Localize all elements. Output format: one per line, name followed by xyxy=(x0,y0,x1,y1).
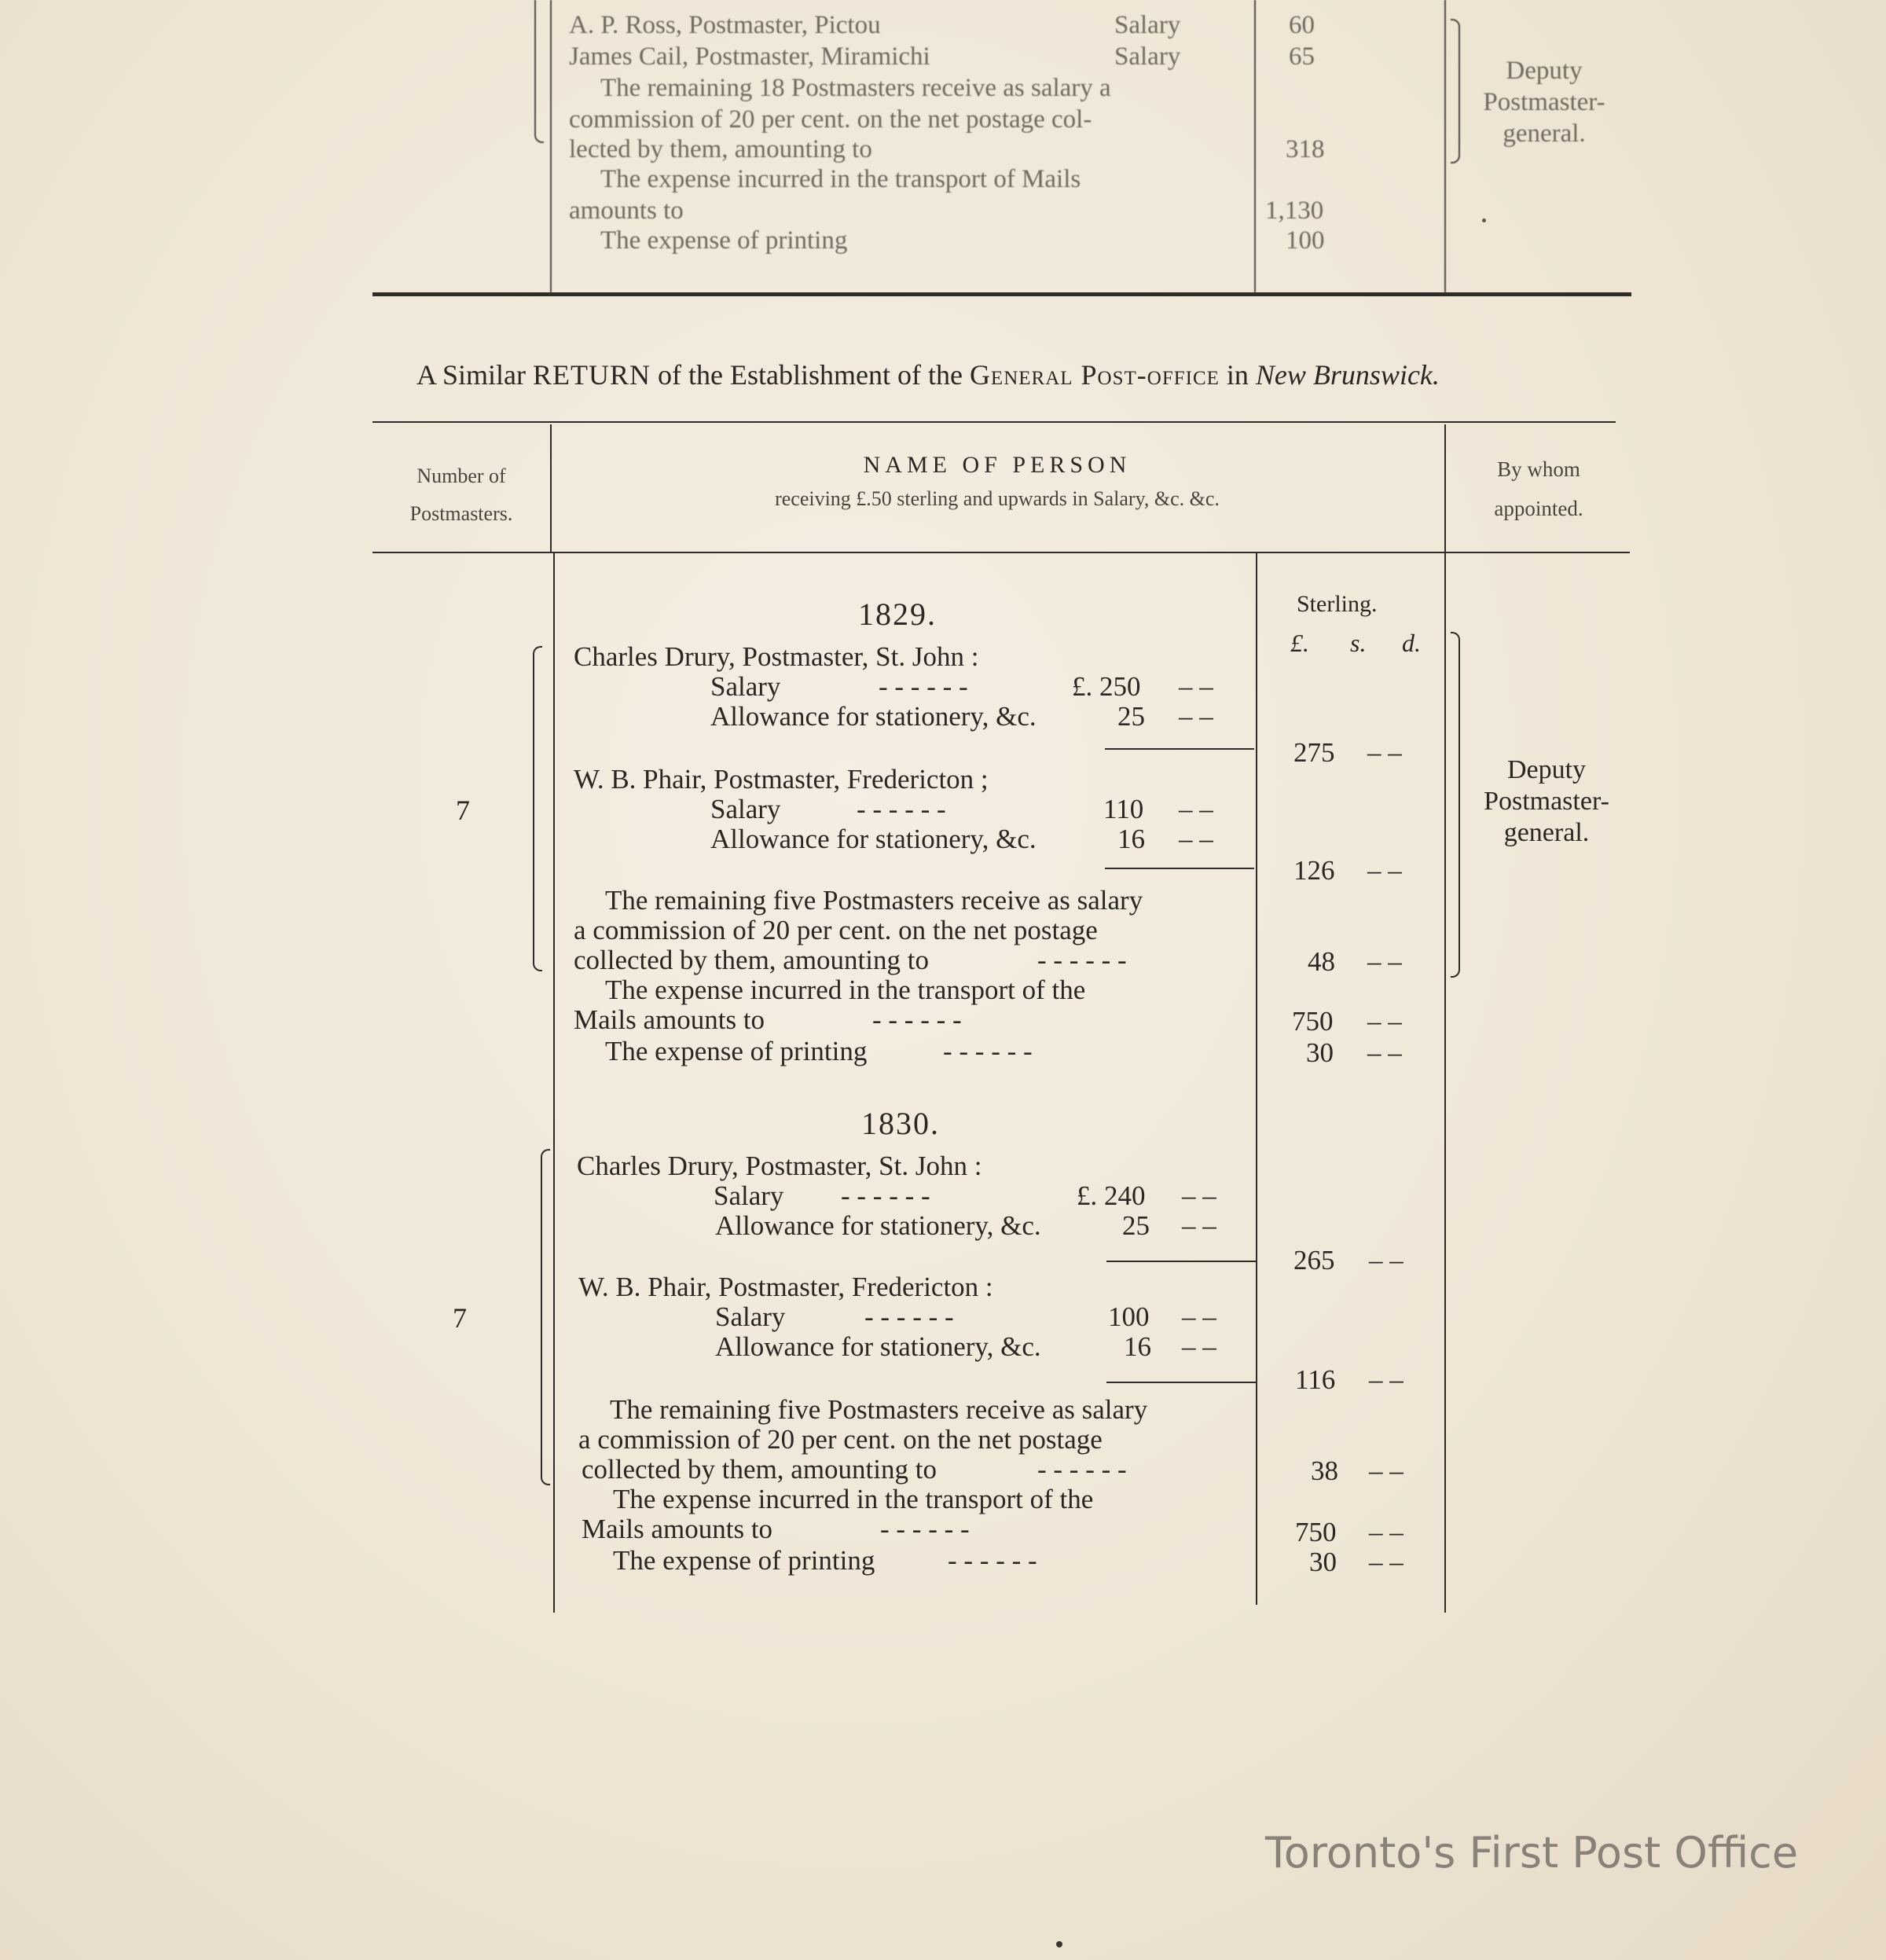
drury-salary-value-1830: £. 240 xyxy=(1077,1180,1146,1211)
appointed-line1-1829: Deputy xyxy=(1506,755,1587,784)
printing-amount-1830: 30 xyxy=(1309,1547,1337,1577)
remaining-amount-1829: 48 xyxy=(1308,946,1335,977)
transport-leader-1829: - - - - - - xyxy=(872,1004,962,1035)
pence-header: d. xyxy=(1402,629,1421,657)
phair-salary-dashes-1829: – – xyxy=(1179,794,1213,824)
transport-line1-1830: The expense incurred in the transport of the xyxy=(613,1484,1094,1514)
year-heading-1830: 1830. xyxy=(861,1106,940,1141)
drury-sum-rule-1829 xyxy=(1105,748,1254,750)
phair-sum-rule-1829 xyxy=(1105,868,1254,869)
drury-total-dashes-1829: – – xyxy=(1367,737,1402,768)
phair-salary-label-1829: Salary xyxy=(710,794,781,824)
drury-allowance-label-1829: Allowance for stationery, &c. xyxy=(710,701,1037,732)
top-transport-amount: 1,130 xyxy=(1265,196,1324,225)
top-right-brace xyxy=(1451,19,1460,163)
drury-allowance-dashes-1830: – – xyxy=(1182,1210,1216,1241)
appointed-by-1829 xyxy=(1468,754,1625,849)
phair-allowance-value-1830: 16 xyxy=(1124,1331,1151,1362)
postmaster-count-1829: 7 xyxy=(456,795,470,826)
drury-name-1830: Charles Drury, Postmaster, St. John : xyxy=(577,1151,982,1181)
remaining-line2-1830: a commission of 20 per cent. on the net postage xyxy=(578,1424,1103,1455)
left-brace-1829 xyxy=(533,646,542,971)
transport-dashes-1829: – – xyxy=(1367,1006,1402,1037)
remaining-line1-1829: The remaining five Postmasters receive as salary xyxy=(605,885,1143,916)
drury-sum-rule-1830 xyxy=(1106,1261,1256,1262)
top-transport-line1: The expense incurred in the transport of Mails xyxy=(600,165,1081,193)
return-title xyxy=(416,358,1440,391)
drury-allowance-dashes-1829: – – xyxy=(1179,701,1213,732)
phair-total-1829: 126 xyxy=(1293,855,1335,886)
appointed-line3-1829: general. xyxy=(1503,818,1590,847)
printing-dashes-1829: – – xyxy=(1367,1037,1402,1068)
appointed-line2-1829: Postmaster- xyxy=(1484,787,1609,816)
top-remaining-line3: lected by them, amounting to xyxy=(569,135,872,163)
body-left-rule xyxy=(553,553,555,1613)
printing-leader-1830: - - - - - - xyxy=(948,1545,1037,1576)
remaining-line1-1830: The remaining five Postmasters receive as salary xyxy=(610,1394,1148,1425)
byWhom-rule xyxy=(1444,424,1446,1613)
remaining-dashes-1830: – – xyxy=(1369,1455,1403,1486)
top-appointed-line3: general. xyxy=(1503,119,1586,148)
sterling-label: Sterling. xyxy=(1297,591,1378,617)
watermark-text: Toronto's First Post Office xyxy=(1265,1828,1799,1877)
drury-leader-1829: - - - - - - xyxy=(879,671,968,702)
phair-sum-rule-1830 xyxy=(1106,1382,1256,1383)
drury-salary-value-1829: £. 250 xyxy=(1072,671,1141,702)
scan-speck xyxy=(1482,218,1486,222)
phair-total-1830: 116 xyxy=(1295,1364,1336,1395)
top-appointed-line2: Postmaster- xyxy=(1483,88,1605,116)
phair-allowance-dashes-1829: – – xyxy=(1179,824,1213,854)
top-transport-line2: amounts to xyxy=(569,196,684,225)
drury-salary-dashes-1830: – – xyxy=(1182,1180,1216,1211)
remaining-leader-1830: - - - - - - xyxy=(1037,1454,1127,1485)
row-ross xyxy=(569,9,881,41)
top-mid-rule xyxy=(1254,0,1256,292)
phair-name-1829: W. B. Phair, Postmaster, Fredericton ; xyxy=(574,764,989,795)
drury-salary-dashes-1829: – – xyxy=(1179,671,1213,702)
drury-allowance-label-1830: Allowance for stationery, &c. xyxy=(715,1210,1041,1241)
top-remaining-line2: commission of 20 per cent. on the net postage col- xyxy=(569,105,1092,134)
transport-leader-1830: - - - - - - xyxy=(880,1514,970,1544)
section-divider xyxy=(372,292,1631,296)
title-middle: of the Establishment of the xyxy=(658,359,963,391)
title-in: in xyxy=(1226,359,1249,391)
body-amount-rule xyxy=(1256,553,1257,1605)
drury-name-1829: Charles Drury, Postmaster, St. John : xyxy=(574,641,979,672)
drury-salary-label-1830: Salary xyxy=(714,1180,784,1211)
phair-leader-1829: - - - - - - xyxy=(857,794,946,824)
phair-name-1830: W. B. Phair, Postmaster, Fredericton : xyxy=(578,1272,993,1302)
phair-leader-1830: - - - - - - xyxy=(864,1301,954,1332)
ross-name: A. P. Ross, Postmaster, Pictou xyxy=(569,11,881,39)
scan-speck xyxy=(1056,1941,1062,1947)
title-return: RETURN xyxy=(533,359,651,391)
printing-leader-1829: - - - - - - xyxy=(943,1036,1033,1066)
printing-dashes-1830: – – xyxy=(1369,1547,1403,1577)
header-number-line1: Number of xyxy=(416,464,506,487)
top-left-rule xyxy=(550,0,552,292)
phair-allowance-dashes-1830: – – xyxy=(1182,1331,1216,1362)
remaining-line3-1829: collected by them, amounting to xyxy=(574,945,929,975)
transport-line2-1829: Mails amounts to xyxy=(574,1004,765,1035)
remaining-leader-1829: - - - - - - xyxy=(1037,945,1127,975)
top-right-rule xyxy=(1444,0,1446,292)
printing-label-1830: The expense of printing xyxy=(613,1545,875,1576)
phair-salary-value-1830: 100 xyxy=(1108,1301,1150,1332)
top-remaining-line1: The remaining 18 Postmasters receive as salary a xyxy=(600,74,1111,102)
phair-salary-label-1830: Salary xyxy=(715,1301,786,1332)
transport-dashes-1830: – – xyxy=(1369,1517,1403,1547)
drury-total-1829: 275 xyxy=(1293,737,1335,768)
drury-total-dashes-1830: – – xyxy=(1369,1245,1403,1275)
shilling-header: s. xyxy=(1350,629,1367,657)
pound-header: £. xyxy=(1290,629,1309,657)
drury-allowance-value-1829: 25 xyxy=(1117,701,1145,732)
header-bywhom-line1: By whom xyxy=(1497,457,1580,481)
header-by-whom xyxy=(1452,450,1625,528)
printing-amount-1829: 30 xyxy=(1306,1037,1334,1068)
phair-total-dashes-1830: – – xyxy=(1369,1364,1403,1395)
top-remaining-amount: 318 xyxy=(1286,135,1325,163)
title-place: New Brunswick. xyxy=(1255,359,1440,391)
remaining-line3-1830: collected by them, amounting to xyxy=(582,1454,937,1485)
transport-amount-1830: 750 xyxy=(1295,1517,1337,1547)
ross-type: Salary xyxy=(1114,11,1181,39)
phair-salary-value-1829: 110 xyxy=(1103,794,1144,824)
header-name-sub: receiving £.50 sterling and upwards in Salary, &c. &c. xyxy=(775,487,1220,510)
header-name-of-person xyxy=(550,450,1444,517)
cail-type: Salary xyxy=(1114,42,1181,71)
cail-name: James Cail, Postmaster, Miramichi xyxy=(569,42,930,71)
drury-allowance-value-1830: 25 xyxy=(1122,1210,1150,1241)
postmaster-count-1830: 7 xyxy=(453,1302,467,1334)
remaining-line2-1829: a commission of 20 per cent. on the net postage xyxy=(574,915,1098,945)
drury-salary-label-1829: Salary xyxy=(710,671,781,702)
top-printing-amount: 100 xyxy=(1286,226,1325,255)
phair-allowance-label-1830: Allowance for stationery, &c. xyxy=(715,1331,1041,1362)
top-appointed-line1: Deputy xyxy=(1506,57,1583,85)
phair-salary-dashes-1830: – – xyxy=(1182,1301,1216,1332)
title-office: General Post-office xyxy=(969,359,1220,391)
drury-total-1830: 265 xyxy=(1293,1245,1335,1275)
title-prefix: A Similar xyxy=(416,359,527,391)
left-brace-1830 xyxy=(541,1149,550,1485)
header-number-line2: Postmasters. xyxy=(409,502,513,525)
header-top-rule xyxy=(372,421,1616,423)
printing-label-1829: The expense of printing xyxy=(605,1036,868,1066)
header-bywhom-line2: appointed. xyxy=(1494,497,1583,520)
transport-line2-1830: Mails amounts to xyxy=(582,1514,773,1544)
phair-allowance-label-1829: Allowance for stationery, &c. xyxy=(710,824,1037,854)
cail-amount: 65 xyxy=(1289,42,1315,71)
header-number-of-postmasters xyxy=(380,457,542,533)
header-name-title: NAME OF PERSON xyxy=(863,452,1132,478)
header-bottom-rule xyxy=(372,552,1630,553)
transport-line1-1829: The expense incurred in the transport of the xyxy=(605,974,1086,1005)
year-heading-1829: 1829. xyxy=(858,596,937,632)
top-appointed-by xyxy=(1470,55,1619,149)
top-printing-label: The expense of printing xyxy=(600,226,848,255)
remaining-dashes-1829: – – xyxy=(1367,946,1402,977)
transport-amount-1829: 750 xyxy=(1292,1006,1334,1037)
top-brace xyxy=(534,0,544,143)
phair-total-dashes-1829: – – xyxy=(1367,855,1402,886)
right-brace-1829 xyxy=(1451,632,1460,978)
ross-amount: 60 xyxy=(1289,11,1315,39)
drury-leader-1830: - - - - - - xyxy=(841,1180,930,1211)
phair-allowance-value-1829: 16 xyxy=(1117,824,1145,854)
remaining-amount-1830: 38 xyxy=(1311,1455,1338,1486)
